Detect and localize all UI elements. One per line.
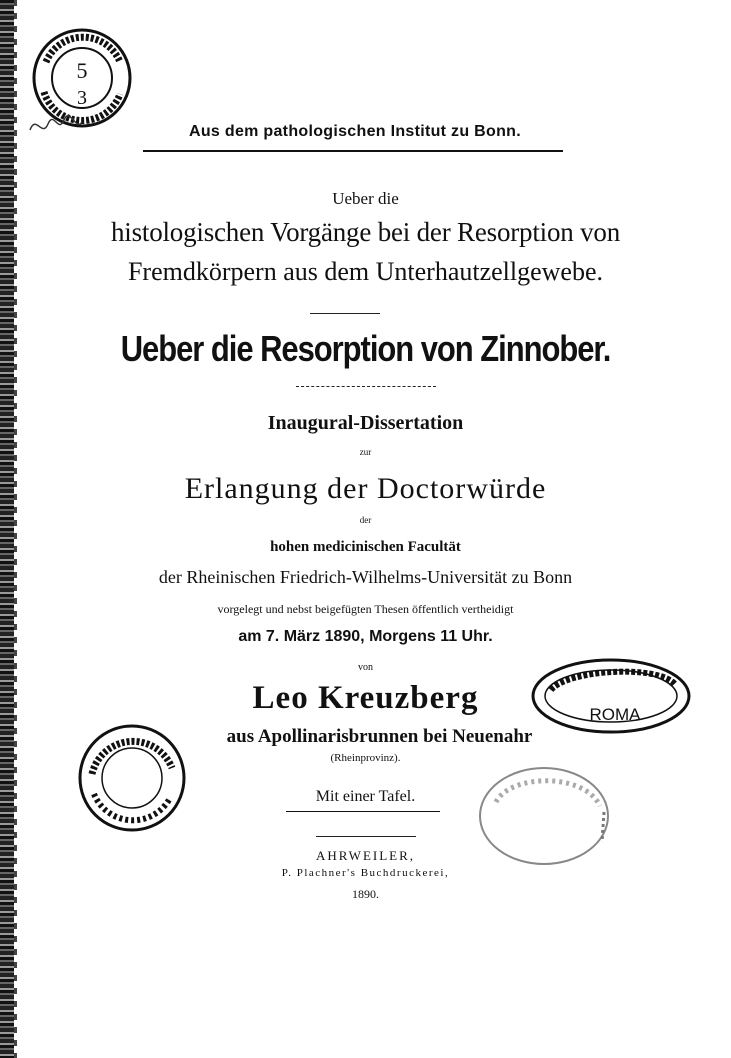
imprint-printer: P. Plachner's Buchdruckerei,	[281, 867, 450, 879]
dissertation-presented: vorgelegt und nebst beigefügten Thesen öffentlich vertheidigt	[217, 602, 514, 616]
dissertation-der: der	[359, 515, 372, 525]
dissertation-university: der Rheinischen Friedrich-Wilhelms-Universität zu Bonn	[158, 567, 573, 587]
subtitle-separator	[296, 386, 436, 387]
dissertation-zur: zur	[359, 447, 372, 457]
stamp-digit-bottom: 3	[77, 87, 87, 109]
imprint-separator	[316, 836, 416, 837]
header-rule	[143, 150, 563, 152]
title-separator	[310, 313, 380, 314]
stamp-city-label: ROMA	[589, 705, 641, 724]
title-intro: Ueber die	[332, 189, 399, 208]
title-line-1: histologischen Vorgänge bei der Resorption von	[111, 217, 620, 247]
imprint-year: 1890.	[352, 887, 379, 901]
imprint-city: AHRWEILER,	[315, 848, 416, 863]
author-name: Leo Kreuzberg	[252, 680, 479, 716]
dissertation-von: von	[358, 662, 373, 673]
author-origin: aus Apollinarisbrunnen bei Neuenahr	[226, 726, 533, 747]
title-line-2: Fremdkörpern aus dem Unterhautzellgewebe.	[127, 257, 604, 286]
dissertation-purpose: Erlangung der Doctorwürde	[184, 472, 547, 505]
subtitle: Ueber die Resorption von Zinnober.	[120, 328, 611, 369]
stamp-digit-top: 5	[76, 58, 88, 83]
dissertation-date: am 7. März 1890, Morgens 11 Uhr.	[238, 628, 493, 645]
handwritten-mark	[26, 110, 86, 140]
plate-note: Mit einer Tafel.	[315, 788, 416, 805]
plate-note-rule	[286, 811, 440, 812]
dissertation-faculty: hohen medicinischen Facultät	[270, 539, 461, 555]
institute-header: Aus dem pathologischen Institut zu Bonn.	[189, 123, 521, 140]
dissertation-type: Inaugural-Dissertation	[267, 412, 464, 434]
author-province: (Rheinprovinz).	[330, 752, 401, 764]
